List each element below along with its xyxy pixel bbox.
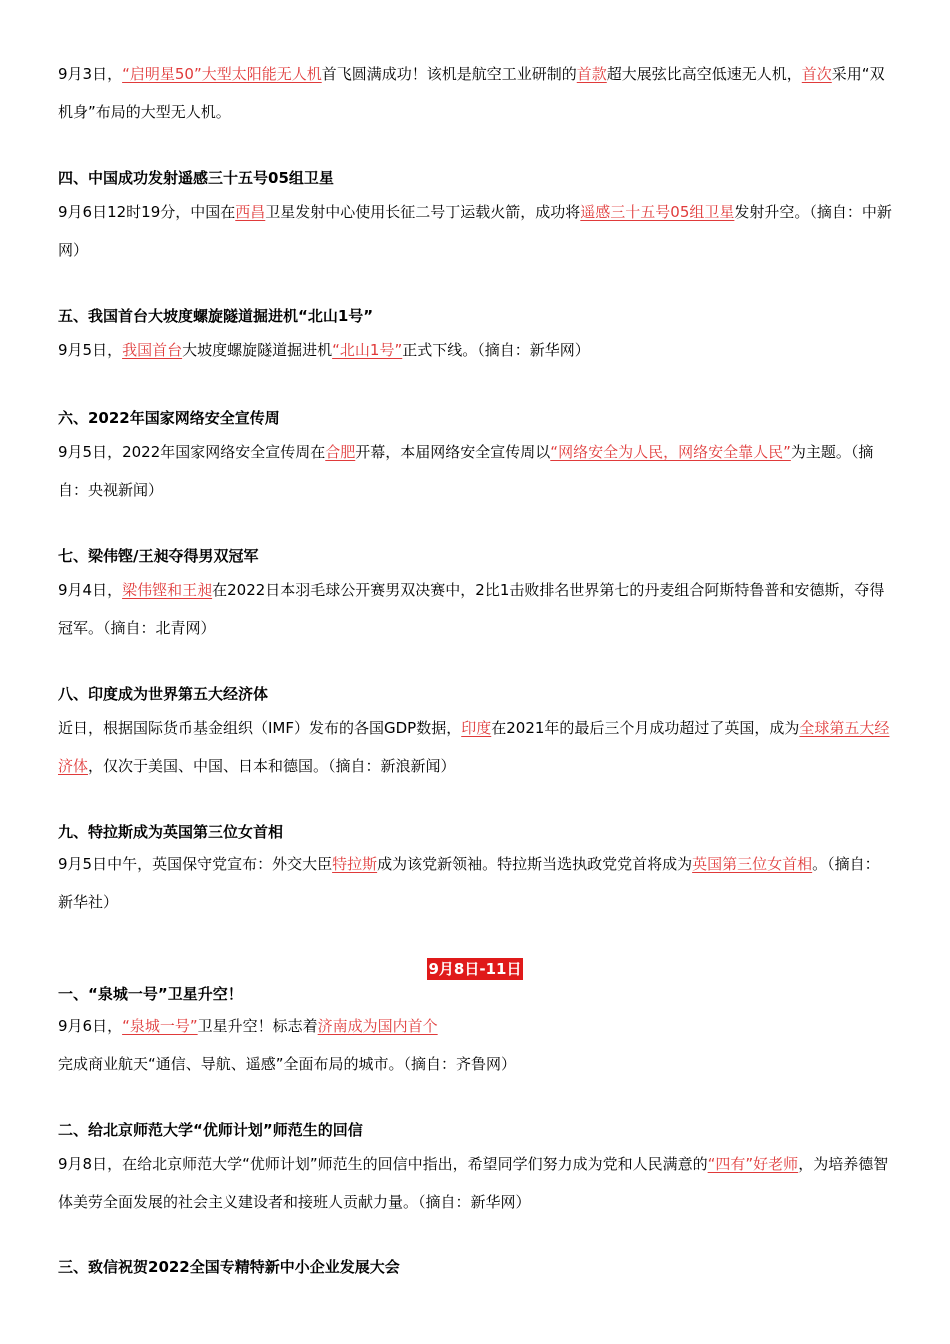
highlight-text: 英国第三位女首相 xyxy=(692,855,813,873)
section-heading: 五、我国首台大坡度螺旋隧道掘进机“北山1号” xyxy=(58,307,374,325)
section-paragraph: 9月6日12时19分，中国在西昌卫星发射中心使用长征二号丁运载火箭，成功将遥感三十五号05组卫星发射升空。（摘自：中新网） xyxy=(58,203,892,259)
highlight-text: 首次 xyxy=(801,65,832,83)
paragraph-qimingxing: 9月3日，“启明星50”大型太阳能无人机首飞圆满成功！该机是航空工业研制的首款超大展弦比高空低速无人机，首次采用“双机身”布局的大型无人机。 xyxy=(58,65,885,121)
highlight-text: 梁伟铿和王昶 xyxy=(122,581,213,599)
section-paragraph: 近日，根据国际货币基金组织（IMF）发布的各国GDP数据，印度在2021年的最后三个月成功超过了英国，成为全球第五大经济体，仅次于美国、中国、日本和德国。（摘自：新浪新闻） xyxy=(58,719,890,775)
highlight-text: 合肥 xyxy=(325,443,356,461)
date-banner-label: 9月8日-11日 xyxy=(428,960,522,978)
highlight-text: “网络安全为人民，网络安全靠人民” xyxy=(550,443,791,461)
section-paragraph: 9月5日中午，英国保守党宣布：外交大臣特拉斯成为该党新领袖。特拉斯当选执政党党首将成为英国第三位女首相。（摘自：新华社） xyxy=(58,855,880,911)
section-heading: 一、“泉城一号”卫星升空！ xyxy=(58,985,243,1003)
highlight-text: 特拉斯 xyxy=(332,855,378,873)
highlight-text: “启明星50”大型太阳能无人机 xyxy=(122,65,322,83)
date-banner xyxy=(0,958,950,980)
section-heading: 九、特拉斯成为英国第三位女首相 xyxy=(58,823,284,841)
section-heading: 二、给北京师范大学“优师计划”师范生的回信 xyxy=(58,1121,363,1139)
section-paragraph: 9月5日，我国首台大坡度螺旋隧道掘进机“北山1号”正式下线。（摘自：新华网） xyxy=(58,341,590,359)
highlight-text: 我国首台 xyxy=(122,341,183,359)
highlight-text: 全球第五大经济体 xyxy=(58,719,890,775)
section-heading: 八、印度成为世界第五大经济体 xyxy=(58,685,269,703)
highlight-text: 遥感三十五号05组卫星 xyxy=(580,203,735,221)
highlight-text: “四有”好老师 xyxy=(707,1155,799,1173)
section-heading: 六、2022年国家网络安全宣传周 xyxy=(58,409,280,427)
section-paragraph: 9月6日，“泉城一号”卫星升空！标志着济南成为国内首个完成商业航天“通信、导航、遥感”全面布局的城市。（摘自：齐鲁网） xyxy=(58,1017,517,1073)
highlight-text: 首款 xyxy=(576,65,607,83)
highlight-text: “北山1号” xyxy=(332,341,403,359)
section-heading: 三、致信祝贺2022全国专精特新中小企业发展大会 xyxy=(58,1258,400,1276)
highlight-text: 济南成为国内首个 xyxy=(317,1017,438,1035)
section-paragraph: 9月5日，2022年国家网络安全宣传周在合肥开幕，本届网络安全宣传周以“网络安全为人民，网络安全靠人民”为主题。（摘自：央视新闻） xyxy=(58,443,874,499)
section-paragraph: 9月4日，梁伟铿和王昶在2022日本羽毛球公开赛男双决赛中，2比1击败排名世界第七的丹麦组合阿斯特鲁普和安德斯，夺得冠军。（摘自：北青网） xyxy=(58,581,885,637)
section-heading: 七、梁伟铿/王昶夺得男双冠军 xyxy=(58,547,259,565)
section-paragraph: 9月8日，在给北京师范大学“优师计划”师范生的回信中指出，希望同学们努力成为党和人民满意的“四有”好老师，为培养德智体美劳全面发展的社会主义建设者和接班人贡献力量。（摘自：新华网） xyxy=(58,1155,889,1211)
section-heading: 四、中国成功发射遥感三十五号05组卫星 xyxy=(58,169,334,187)
highlight-text: 印度 xyxy=(461,719,492,737)
highlight-text: 西昌 xyxy=(235,203,266,221)
highlight-text: “泉城一号” xyxy=(122,1017,198,1035)
